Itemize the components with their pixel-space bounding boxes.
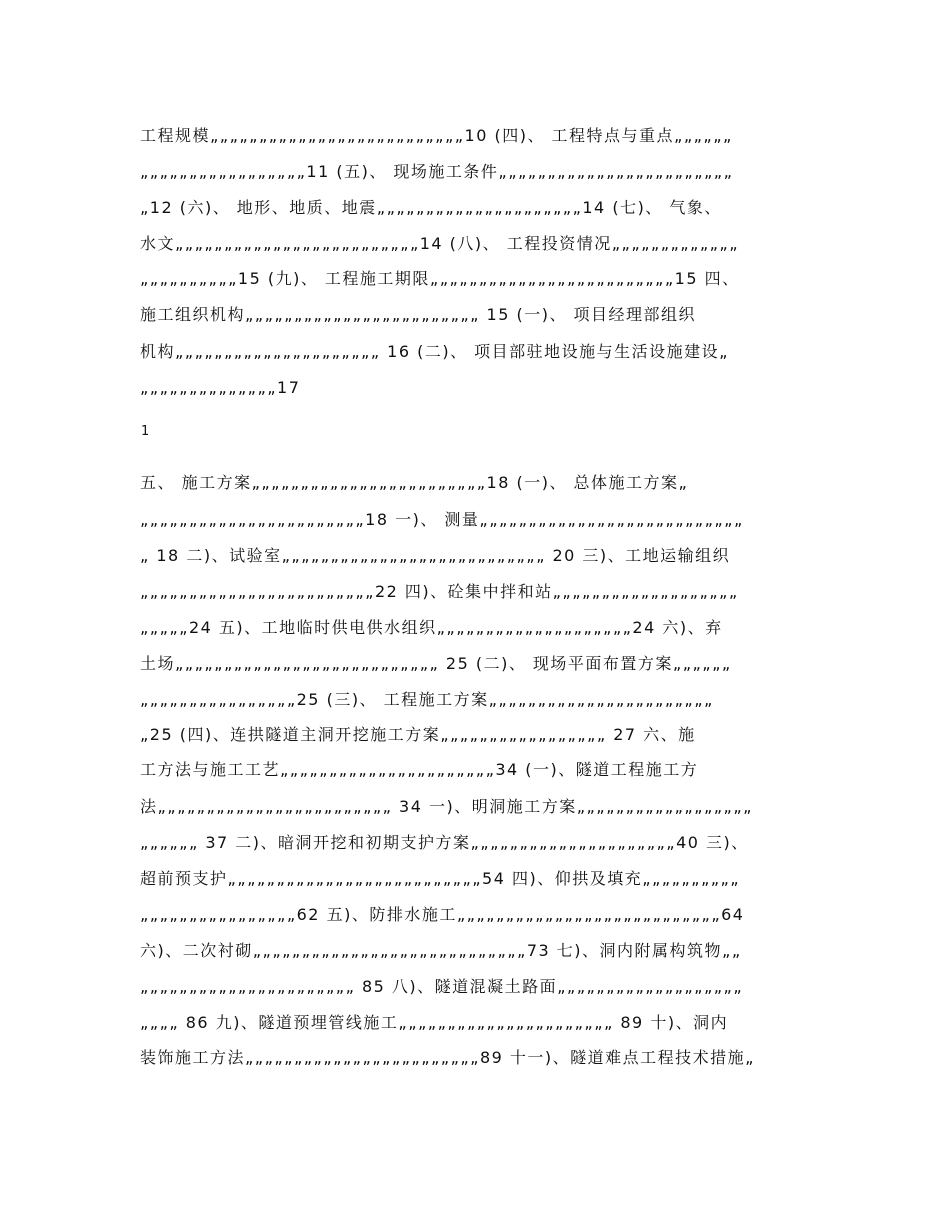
- toc-line: 机构„„„„„„„„„„„„„„„„„„„„„ 16 (二)、 项目部驻地设施与生活设施建设„: [140, 342, 729, 361]
- toc-line: „„„„„„„„„„„„„„„„„„„„„„„18 一)、 测量„„„„„„„„„„„„„„„„„„„„„„„„„„„: [140, 510, 744, 529]
- toc-line: „ 18 二)、试验室„„„„„„„„„„„„„„„„„„„„„„„„„„„ 20 三)、工地运输组织: [140, 546, 731, 565]
- toc-line: „„„„„24 五)、工地临时供电供水组织„„„„„„„„„„„„„„„„„„„„24 六)、弃: [140, 618, 723, 637]
- toc-line: „„„„„„„„„„„„„„„„62 五)、防排水施工„„„„„„„„„„„„„„„„„„„„„„„„„„„64: [140, 905, 745, 924]
- toc-line: 工方法与施工工艺„„„„„„„„„„„„„„„„„„„„„„34 (一)、隧道工程施工方: [140, 760, 699, 779]
- toc-line: 土场„„„„„„„„„„„„„„„„„„„„„„„„„„„ 25 (二)、 现场平面布置方案„„„„„„: [140, 654, 732, 673]
- toc-line: 水文„„„„„„„„„„„„„„„„„„„„„„„„„14 (八)、 工程投资情况„„„„„„„„„„„„„: [140, 234, 740, 253]
- toc-line: 五、 施工方案„„„„„„„„„„„„„„„„„„„„„„„„18 (一)、 总体施工方案„: [140, 473, 689, 492]
- toc-line: 法„„„„„„„„„„„„„„„„„„„„„„„„ 34 一)、明洞施工方案„„„„„„„„„„„„„„„„„„: [140, 797, 753, 816]
- toc-line: 装饰施工方法„„„„„„„„„„„„„„„„„„„„„„„„89 十一)、隧道难点工程技术措施„: [140, 1048, 755, 1067]
- toc-line: „25 (四)、连拱隧道主洞开挖施工方案„„„„„„„„„„„„„„„„„ 27 六、施: [140, 725, 696, 744]
- toc-line: 施工组织机构„„„„„„„„„„„„„„„„„„„„„„„„ 15 (一)、 项目经理部组织: [140, 305, 697, 324]
- toc-line: „„„„„„„„„„„„„„„„25 (三)、 工程施工方案„„„„„„„„„„„„„„„„„„„„„„„: [140, 690, 714, 709]
- toc-line: 超前预支护„„„„„„„„„„„„„„„„„„„„„„„„„„54 四)、仰拱及填充„„„„„„„„„„: [140, 869, 741, 888]
- toc-line: „„„„„„„„„„„„„„17: [140, 378, 301, 397]
- toc-line: „„„„„„„„„„„„„„„„„„„„„„„„22 四)、砼集中拌和站„„„„„„„„„„„„„„„„„„„: [140, 582, 739, 601]
- toc-line: 六)、二次衬砌„„„„„„„„„„„„„„„„„„„„„„„„„„„„73 七)、洞内附属构筑物„„: [140, 941, 742, 960]
- toc-line: „„„„„„„„„„„„„„„„„11 (五)、 现场施工条件„„„„„„„„„„„„„„„„„„„„„„„„: [140, 162, 734, 181]
- toc-line: „„„„„„„„„„15 (九)、 工程施工期限„„„„„„„„„„„„„„„„„„„„„„„„„15 四、: [140, 269, 740, 288]
- toc-line: „„„„„„ 37 二)、暗洞开挖和初期支护方案„„„„„„„„„„„„„„„„„„„„„40 三)、: [140, 833, 749, 852]
- toc-line: „„„„ 86 九)、隧道预埋管线施工„„„„„„„„„„„„„„„„„„„„„„ 89 十)、洞内: [140, 1013, 729, 1032]
- page-number: 1: [141, 424, 150, 439]
- toc-line: 工程规模„„„„„„„„„„„„„„„„„„„„„„„„„„10 (四)、 工程特点与重点„„„„„„: [140, 126, 733, 145]
- toc-line: „12 (六)、 地形、地质、地震„„„„„„„„„„„„„„„„„„„„„14 (七)、 气象、: [140, 198, 722, 217]
- toc-line: „„„„„„„„„„„„„„„„„„„„„„ 85 八)、隧道混凝土路面„„„„„„„„„„„„„„„„„„„: [140, 977, 744, 996]
